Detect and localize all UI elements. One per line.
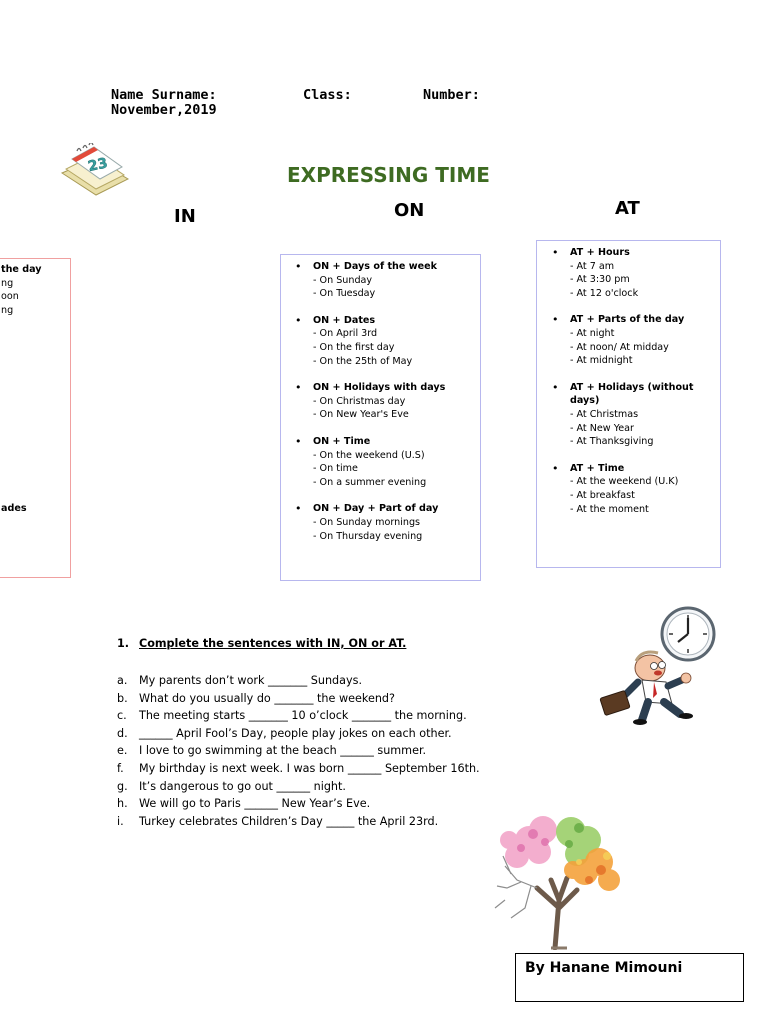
calendar-number: 23: [86, 155, 110, 176]
date-label: November,2019: [111, 102, 217, 118]
at-group-heading: • AT + Time: [570, 462, 625, 474]
at-group: [548, 313, 712, 367]
number-label: Number:: [423, 87, 480, 103]
item-letter: i.: [117, 814, 124, 828]
item-text: My birthday is next week. I was born ______ September 16th.: [139, 761, 480, 775]
on-example: - On the weekend (U.S): [313, 449, 425, 461]
at-example: - At the weekend (U.K): [570, 476, 679, 488]
on-group: [291, 502, 472, 543]
page-title: EXPRESSING TIME: [287, 163, 490, 187]
exercise-item: [117, 742, 537, 760]
at-example: - At night: [570, 327, 615, 339]
item-letter: e.: [117, 744, 128, 758]
on-example: - On the 25th of May: [313, 355, 413, 367]
at-example: - At the moment: [570, 503, 649, 515]
on-example: - On April 3rd: [313, 328, 378, 340]
at-group: [548, 381, 712, 449]
item-letter: b.: [117, 691, 128, 705]
item-text: My parents don’t work _______ Sundays.: [139, 674, 363, 687]
at-example: - At 12 o'clock: [570, 287, 639, 299]
exercise-section: [117, 637, 537, 830]
on-group: [291, 381, 472, 422]
name-surname-label: Name Surname:: [111, 87, 217, 103]
at-box: [536, 240, 721, 568]
item-letter: f.: [117, 761, 124, 775]
exercise-number: 1.: [117, 637, 130, 650]
item-letter: h.: [117, 797, 128, 811]
at-example: - At 7 am: [570, 260, 615, 272]
calendar-icon: [58, 143, 130, 199]
at-example: - At midnight: [570, 355, 633, 367]
at-example: - At noon/ At midday: [570, 341, 669, 353]
exercise-heading: [117, 637, 537, 655]
exercise-item: [117, 707, 537, 725]
on-example: - On Christmas day: [313, 395, 406, 407]
item-letter: g.: [117, 779, 128, 793]
item-text: We will go to Paris ______ New Year’s Eve.: [139, 797, 371, 811]
item-text: ______ April Fool’s Day, people play jokes on each other.: [139, 726, 452, 740]
exercise-item: [117, 795, 537, 813]
item-letter: a.: [117, 674, 128, 687]
item-letter: d.: [117, 726, 128, 740]
on-group-heading: • ON + Days of the week: [313, 261, 437, 272]
on-example: - On Sunday: [313, 274, 373, 286]
at-example: - At 3:30 pm: [570, 274, 630, 286]
on-group-heading: • ON + Time: [313, 435, 371, 447]
at-group-heading: • AT + Holidays (without days): [570, 381, 694, 407]
at-group: [548, 246, 712, 300]
in-box-fragment: the day: [1, 264, 42, 275]
on-box: [280, 254, 481, 581]
on-heading: ON: [394, 200, 425, 221]
on-group: [291, 435, 472, 489]
exercise-item: [117, 778, 537, 796]
on-example: - On a summer evening: [313, 476, 427, 488]
item-text: It’s dangerous to go out ______ night.: [139, 779, 346, 793]
on-group: [291, 260, 472, 301]
in-box-fragment: ades: [1, 503, 27, 514]
on-group-heading: • ON + Dates: [313, 314, 376, 326]
item-text: What do you usually do _______ the weekend?: [139, 691, 395, 705]
exercise-item: [117, 813, 537, 831]
on-example: - On Sunday mornings: [313, 516, 421, 528]
item-text: I love to go swimming at the beach ______ summer.: [139, 744, 427, 758]
at-example: - At New Year: [570, 422, 635, 434]
in-heading: IN: [174, 206, 196, 227]
on-example: - On Thursday evening: [313, 530, 423, 542]
in-box: [0, 258, 71, 578]
at-group-heading: • AT + Hours: [570, 247, 630, 258]
on-group-heading: • ON + Holidays with days: [313, 382, 446, 394]
exercise-title: Complete the sentences with IN, ON or AT.: [139, 637, 407, 650]
at-example: - At Christmas: [570, 408, 639, 420]
author-box: By Hanane Mimouni: [515, 953, 744, 1002]
exercise-item: [117, 725, 537, 743]
businessman-clock-icon: [598, 606, 720, 726]
exercise-item: [117, 690, 537, 708]
in-box-fragment: ng: [1, 305, 14, 316]
on-example: - On time: [313, 463, 358, 475]
class-label: Class:: [303, 87, 352, 103]
at-heading: AT: [615, 198, 640, 219]
on-example: - On the first day: [313, 341, 395, 353]
at-group: [548, 462, 712, 516]
exercise-item: [117, 672, 537, 690]
at-example: - At Thanksgiving: [570, 436, 654, 448]
in-box-fragment: ng: [1, 278, 14, 289]
on-example: - On New Year's Eve: [313, 409, 409, 421]
four-seasons-tree-icon: [481, 810, 641, 950]
item-text: The meeting starts _______ 10 o’clock _______ the morning.: [139, 709, 467, 723]
on-group-heading: • ON + Day + Part of day: [313, 503, 439, 515]
at-example: - At breakfast: [570, 489, 635, 501]
at-group-heading: • AT + Parts of the day: [570, 314, 685, 326]
in-box-fragment: oon: [1, 291, 19, 302]
on-group: [291, 314, 472, 368]
item-letter: c.: [117, 709, 127, 723]
exercise-item: [117, 760, 537, 778]
on-example: - On Tuesday: [313, 288, 376, 300]
item-text: Turkey celebrates Children’s Day _____ the April 23rd.: [139, 814, 439, 828]
